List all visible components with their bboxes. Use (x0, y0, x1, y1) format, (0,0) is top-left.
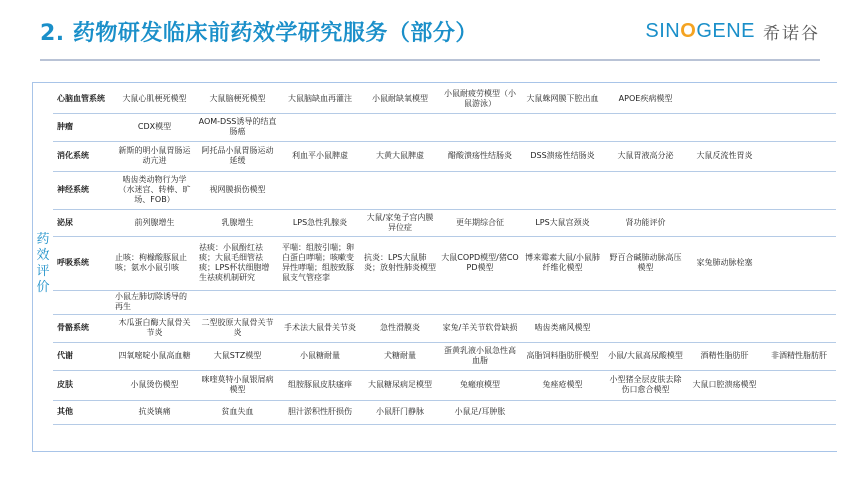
model-cell: 更年期综合征 (439, 209, 521, 236)
model-cell: 大鼠胃液高分泌 (604, 141, 687, 171)
model-cell: 急性滑膜炎 (361, 314, 439, 342)
table-row (53, 141, 836, 171)
table-row (53, 314, 836, 342)
model-cell (361, 171, 439, 209)
model-cell: 大鼠糖尿病足模型 (361, 370, 439, 400)
model-cell: 新斯的明小鼠胃肠运动亢进 (113, 141, 196, 171)
category-cell: 代谢 (53, 342, 113, 370)
model-cell (762, 314, 836, 342)
model-cell: 大鼠COPD模型/猪COPD模型 (439, 236, 521, 290)
model-cell: 手术法大鼠骨关节炎 (279, 314, 361, 342)
model-cell (279, 113, 361, 141)
table-row (53, 342, 836, 370)
service-table (53, 85, 836, 425)
model-cell: 小鼠糖耐量 (279, 342, 361, 370)
model-cell (687, 290, 762, 314)
model-cell: 犬糖耐量 (361, 342, 439, 370)
model-cell (521, 113, 604, 141)
model-cell (196, 290, 279, 314)
table-row (53, 236, 836, 290)
model-cell: 大鼠蛛网膜下腔出血 (521, 85, 604, 113)
model-cell: 小鼠肝门静脉 (361, 400, 439, 424)
model-cell: 平喘：组胺引喘；卵白蛋白哮喘；咳嗽变异性哮喘；组胺致豚鼠支气管痉挛 (279, 236, 361, 290)
model-cell: 大鼠/家兔子宫内膜异位症 (361, 209, 439, 236)
model-cell (604, 171, 687, 209)
model-cell (762, 171, 836, 209)
model-cell: 野百合碱肺动脉高压模型 (604, 236, 687, 290)
model-cell: 抗炎：LPS大鼠肺炎；放射性肺炎模型 (361, 236, 439, 290)
table-row (53, 171, 836, 209)
model-cell: 蛋黄乳液小鼠急性高血脂 (439, 342, 521, 370)
category-cell: 皮肤 (53, 370, 113, 400)
model-cell: 小型猪全层皮肤去除伤口愈合模型 (604, 370, 687, 400)
table-row (53, 400, 836, 424)
model-cell: 大鼠反流性胃炎 (687, 141, 762, 171)
model-cell: 大鼠STZ模型 (196, 342, 279, 370)
model-cell (762, 290, 836, 314)
model-cell (762, 370, 836, 400)
model-cell: APOE疾病模型 (604, 85, 687, 113)
model-cell (687, 400, 762, 424)
model-cell (521, 290, 604, 314)
model-cell (687, 85, 762, 113)
model-cell: 利血平小鼠脾虚 (279, 141, 361, 171)
model-cell (604, 290, 687, 314)
page-title: 2. 药物研发临床前药效学研究服务（部分） (40, 21, 478, 46)
table-row (53, 85, 836, 113)
model-cell: 兔痤疮模型 (521, 370, 604, 400)
model-cell (361, 290, 439, 314)
title-divider (40, 59, 820, 61)
model-cell: 小鼠耐缺氧模型 (361, 85, 439, 113)
category-cell: 消化系统 (53, 141, 113, 171)
model-cell (361, 113, 439, 141)
model-cell (762, 141, 836, 171)
model-cell (439, 113, 521, 141)
logo-brand: SINOGENE (645, 20, 755, 42)
model-cell: 组胺豚鼠皮肤瘙痒 (279, 370, 361, 400)
model-cell: 小鼠烫伤模型 (113, 370, 196, 400)
model-cell: 贫血失血 (196, 400, 279, 424)
model-cell (762, 209, 836, 236)
model-cell (687, 209, 762, 236)
model-cell (762, 113, 836, 141)
model-cell: 祛痰：小鼠酚红祛痰；大鼠毛细管祛痰；LPS杯状细胞增生祛痰机制研究 (196, 236, 279, 290)
model-cell: LPS急性乳腺炎 (279, 209, 361, 236)
model-cell: 止咳：枸橼酸豚鼠止咳；氨水小鼠引咳 (113, 236, 196, 290)
side-label-efficacy-evaluation: 药 效 评 价 (36, 232, 50, 295)
model-cell (521, 400, 604, 424)
model-cell: 阿托品小鼠胃肠运动延缓 (196, 141, 279, 171)
company-logo (645, 19, 820, 44)
model-cell: 咪喹莫特小鼠银屑病模型 (196, 370, 279, 400)
model-cell: 木瓜蛋白酶大鼠骨关节炎 (113, 314, 196, 342)
model-cell: 乳腺增生 (196, 209, 279, 236)
table-row (53, 290, 836, 314)
category-cell: 呼吸系统 (53, 236, 113, 290)
model-cell: 胆汁淤积性肝损伤 (279, 400, 361, 424)
model-cell (279, 290, 361, 314)
model-cell: 前列腺增生 (113, 209, 196, 236)
model-cell (762, 85, 836, 113)
model-cell: 大鼠脑缺血再灌注 (279, 85, 361, 113)
model-cell: 非酒精性脂肪肝 (762, 342, 836, 370)
category-cell: 其他 (53, 400, 113, 424)
model-cell (687, 113, 762, 141)
model-cell: 酒精性脂肪肝 (687, 342, 762, 370)
model-cell: 高脂饲料脂肪肝模型 (521, 342, 604, 370)
model-cell: 醋酸溃疡性结肠炎 (439, 141, 521, 171)
category-cell: 神经系统 (53, 171, 113, 209)
model-cell: 抗炎镇痛 (113, 400, 196, 424)
model-cell (687, 171, 762, 209)
model-cell (604, 400, 687, 424)
model-cell: 兔瘢痕模型 (439, 370, 521, 400)
model-cell (762, 236, 836, 290)
model-cell: DSS溃疡性结肠炎 (521, 141, 604, 171)
model-cell (521, 171, 604, 209)
model-cell: 大鼠口腔溃疡模型 (687, 370, 762, 400)
model-cell (439, 290, 521, 314)
table-row (53, 370, 836, 400)
model-cell (279, 171, 361, 209)
model-cell: 小鼠左肺切除诱导的再生 (113, 290, 196, 314)
table-row (53, 209, 836, 236)
model-cell: AOM-DSS诱导的结直肠癌 (196, 113, 279, 141)
model-cell: CDX模型 (113, 113, 196, 141)
model-cell: 大黄大鼠脾虚 (361, 141, 439, 171)
model-cell: 视网膜损伤模型 (196, 171, 279, 209)
model-cell: 小鼠足/耳肿胀 (439, 400, 521, 424)
category-cell: 骨骼系统 (53, 314, 113, 342)
model-cell (604, 113, 687, 141)
model-cell: LPS大鼠宫颈炎 (521, 209, 604, 236)
model-cell: 博来霉素大鼠/小鼠肺纤维化模型 (521, 236, 604, 290)
model-cell: 二型胶原大鼠骨关节炎 (196, 314, 279, 342)
category-cell (53, 290, 113, 314)
model-cell: 啮齿类动物行为学（水迷宫、转棒、旷场、FOB） (113, 171, 196, 209)
category-cell: 肿瘤 (53, 113, 113, 141)
model-cell: 四氧嘧啶小鼠高血糖 (113, 342, 196, 370)
logo-chinese-name: 希诺谷 (763, 24, 820, 44)
model-cell: 小鼠耐疲劳模型（小鼠游泳） (439, 85, 521, 113)
model-cell (439, 171, 521, 209)
model-cell: 肾功能评价 (604, 209, 687, 236)
model-cell: 家兔肺动脉栓塞 (687, 236, 762, 290)
model-cell (687, 314, 762, 342)
model-cell (604, 314, 687, 342)
model-cell: 大鼠心肌梗死模型 (113, 85, 196, 113)
category-cell: 心脑血管系统 (53, 85, 113, 113)
model-cell: 家兔/羊关节软骨缺损 (439, 314, 521, 342)
model-cell: 小鼠/大鼠高尿酸模型 (604, 342, 687, 370)
model-cell: 啮齿类痛风模型 (521, 314, 604, 342)
model-cell: 大鼠脑梗死模型 (196, 85, 279, 113)
model-cell (762, 400, 836, 424)
category-cell: 泌尿 (53, 209, 113, 236)
table-row (53, 113, 836, 141)
